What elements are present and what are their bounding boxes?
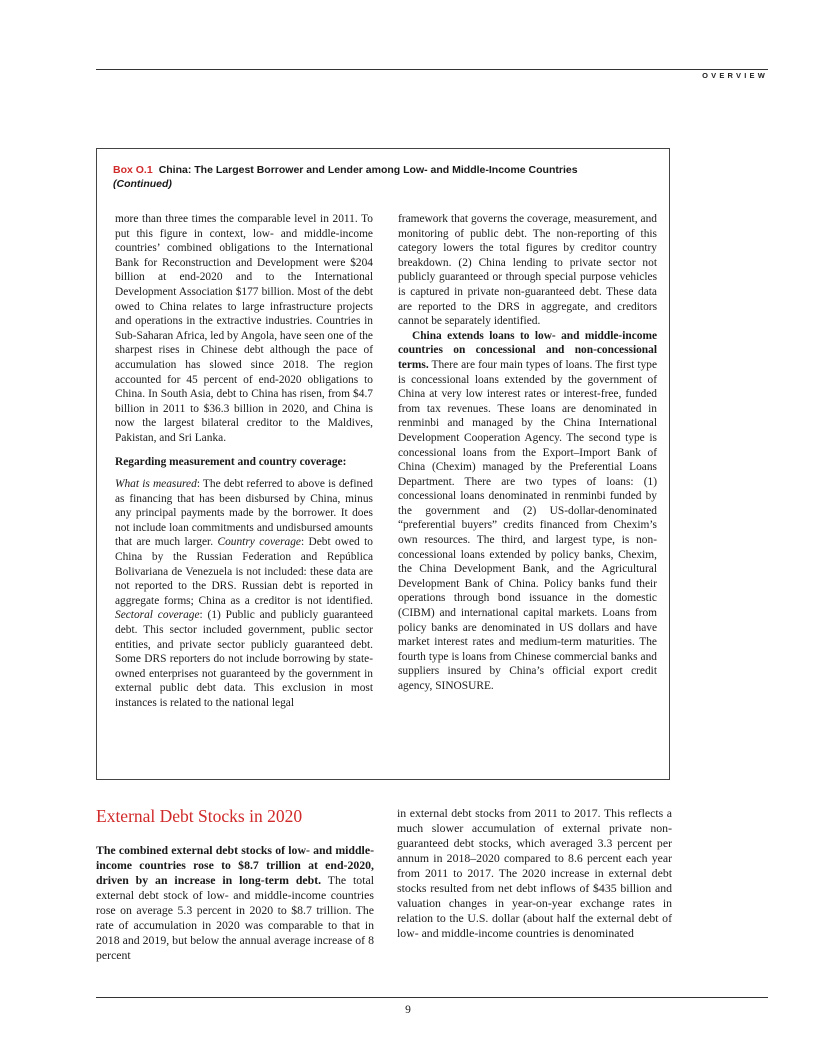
box-left-p2-a: : The debt referred to above is defined as financing that has been disbursed by China, minus any principal payments made by the borrower. It does not include loan commitments and undisbursed amounts that are much larger. (115, 478, 373, 549)
box-right-p2-text: There are four main types of loans. The first type is concessional loans extended by the government of China at very low interest rates or interest-free, funded from tax revenues. These loans are denominated in renminbi and managed by the China International Development Cooperation Agency. The second type is concessional loans from the Export–Import Bank of China (Chexim) managed by the Preferential Loans Department. There are two types of loans: (1) concessional loans denominated in renminbi funded by the government and (2) US-dollar-denominated “preferential buyers” credits financed from Chexim’s own resources. The third, and largest type, is non-concessional loans extended by policy banks, Chexim, the China Development Bank, and the Agricultural Development Bank of China. Policy banks fund their operations through bond issuance in the domestic (CIBM) and international capital markets. Loans from policy banks are denominated in US dollars and have market interest rates and medium-term maturities. The fourth type is loans from Chinese commercial banks and suppliers insured by China’s official export credit agency, SINOSURE. (398, 358, 657, 692)
main-right-column (397, 806, 672, 941)
main-left-column (96, 843, 374, 963)
box-right-paragraph-2 (398, 329, 657, 694)
box-left-paragraph-1 (115, 212, 373, 446)
box-left-subhead: Regarding measurement and country coverage: (115, 455, 347, 468)
box-title (113, 163, 653, 191)
box-label: Box O.1 (113, 164, 153, 176)
section-heading: External Debt Stocks in 2020 (96, 806, 303, 826)
what-is-measured-label: What is measured (115, 478, 197, 491)
header-rule (96, 69, 768, 70)
box-left-p1-text: more than three times the comparable level in 2011. To put this figure in context, low- and middle-income countries’ combined obligations to the International Bank for Reconstruction and Development were $204 billion at end-2020 and to the International Development Association $177 billion. Most of the debt owed to China relates to large infrastructure projects and operations in the extractive industries. Countries in Sub-Saharan Africa, led by Angola, have seen one of the sharpest rises in Chinese debt although the pace of accumulation has slowed since 2018. The region accounted for 45 percent of end-2020 obligations to China. In South Asia, debt to China has risen, from $4.7 billion in 2011 to $36.3 billion in 2020, and China is now the largest bilateral creditor to the Maldives, Pakistan, and Sri Lanka. (115, 213, 373, 444)
box-right-column (398, 212, 657, 694)
country-coverage-label: Country coverage (217, 536, 301, 549)
box-left-p2-b: : Debt owed to China by the Russian Federation and República Bolivariana de Venezuela is not included: these data are not reported to the DRS. Russian debt is reported in aggregate forms; China as a creditor is not identified. (115, 536, 373, 607)
box-o1 (96, 148, 670, 780)
sectoral-coverage-label: Sectoral coverage (115, 609, 200, 622)
box-title-text: China: The Largest Borrower and Lender among Low- and Middle-Income Countries (158, 164, 578, 176)
running-head: OVERVIEW (702, 71, 768, 80)
main-left-text: The total external debt stock of low- and middle-income countries rose on average 5.3 percent in 2020 to $8.7 trillion. The rate of accumulation in 2020 was comparable to that in 2018 and 2019, but below the annual average increase of 8 percent (96, 873, 374, 962)
box-continued: (Continued) (113, 178, 172, 190)
box-right-paragraph-1: framework that governs the coverage, measurement, and monitoring of public debt. The non-reporting of this category lowers the total figures by creditor country breakdown. (2) China lending to private sector not publicly guaranteed or through special purpose vehicles is captured in private non-guaranteed debt. These data are reported to the DRS in aggregate, and creditors cannot be separately identified. (398, 213, 657, 328)
page-number: 9 (405, 1004, 411, 1016)
box-left-column (115, 212, 373, 711)
box-right-p2-bold: China extends loans to low- and middle-income countries on concessional and non-concessional terms. (398, 329, 657, 371)
main-left-paragraph (96, 843, 374, 963)
box-left-p2-c: : (1) Public and publicly guaranteed debt. This sector included government, public sector entities, and private sector publicly guaranteed debt. Some DRS reporters do not include borrowing by state-owned enterprises not guaranteed by the government in external public debt data. This exclusion in most instances is related to the national legal (115, 609, 373, 709)
main-left-bold: The combined external debt stocks of low- and middle-income countries rose to $8.7 trillion at end-2020, driven by an increase in long-term debt. (96, 843, 374, 887)
box-left-paragraph-2 (115, 477, 373, 711)
main-right-paragraph: in external debt stocks from 2011 to 2017. This reflects a much slower accumulation of external private non-guaranteed debt stocks, which averaged 3.3 percent per annum in 2018–2020 compared to 8.6 percent each year from 2011 to 2017. The 2020 increase in external debt stocks resulted from net debt inflows of $435 billion and valuation changes in year-on-year exchange rates in relation to the U.S. dollar (about half the external debt of low- and middle-income countries is denominated (397, 806, 672, 940)
footer-rule (96, 997, 768, 998)
